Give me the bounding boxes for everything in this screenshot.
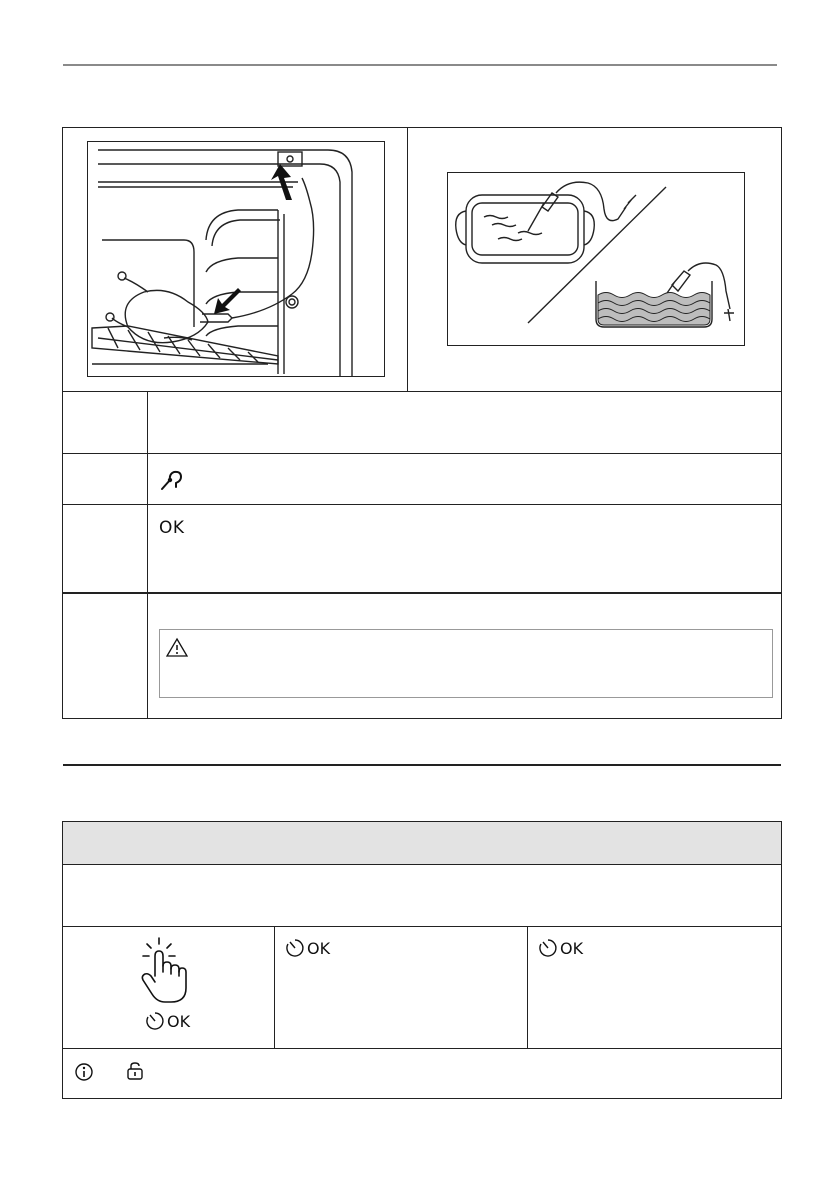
probe-symbol-icon — [159, 470, 185, 492]
ok-label: OK — [167, 1011, 191, 1031]
column-divider — [527, 926, 528, 1048]
touch-hand-icon — [135, 936, 191, 1006]
food-probe-illustration — [447, 172, 745, 346]
lock-icon — [125, 1061, 145, 1081]
row-divider — [63, 1048, 781, 1049]
timer-ok-control — [285, 938, 330, 958]
row-divider — [63, 504, 781, 505]
header-rule — [63, 64, 777, 66]
timer-instructions-table — [62, 821, 782, 1099]
row-divider — [63, 864, 781, 865]
timer-ok-control — [538, 938, 583, 958]
info-icon — [74, 1062, 94, 1082]
warning-triangle-icon — [166, 637, 188, 657]
ok-label: OK — [307, 938, 331, 958]
timer-icon — [538, 938, 558, 958]
column-divider — [274, 926, 275, 1048]
probe-instructions-table — [62, 127, 782, 719]
column-divider — [147, 391, 148, 719]
timer-ok-control — [145, 1011, 190, 1031]
section-rule — [63, 764, 781, 766]
illustration-divider — [407, 128, 408, 391]
timer-icon — [145, 1011, 165, 1031]
table-header — [63, 822, 781, 864]
ok-symbol: OK — [159, 518, 185, 538]
oven-probe-illustration — [87, 141, 385, 377]
warning-box — [159, 629, 773, 698]
timer-icon — [285, 938, 305, 958]
row-divider — [63, 453, 781, 454]
row-divider — [63, 391, 781, 392]
row-divider — [63, 926, 781, 927]
ok-label: OK — [560, 938, 584, 958]
row-divider — [63, 592, 781, 594]
